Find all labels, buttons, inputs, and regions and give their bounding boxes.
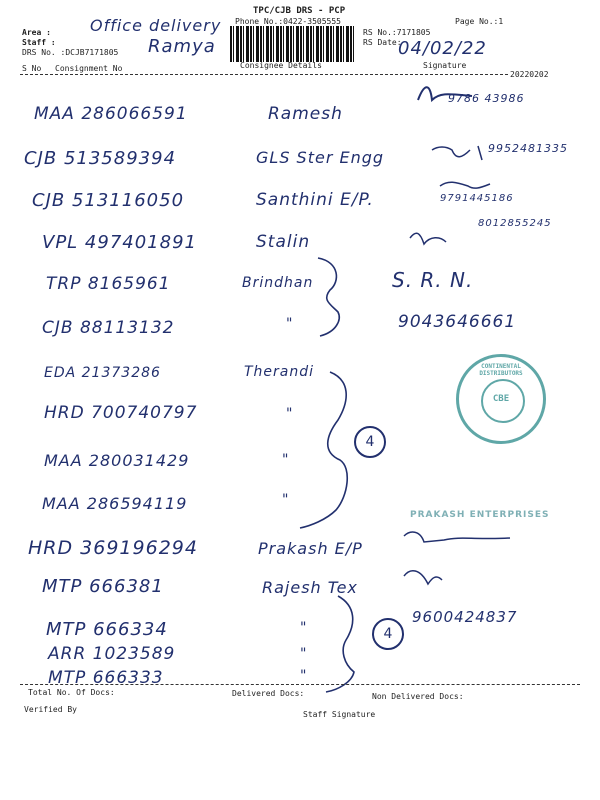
col-consignee: Consignee Details [240,61,322,70]
row-5-consignment: TRP 8165961 [46,274,171,294]
row-5-signature: S. R. N. [392,268,474,292]
rs-date-label: RS Date: [363,38,402,47]
row-2-consignment: CJB 513589394 [24,148,177,169]
header-divider [20,74,508,75]
row-6-signature: 9043646661 [398,312,517,332]
row-12-consignment: MTP 666381 [42,576,164,597]
non-delivered-docs-label: Non Delivered Docs: [372,692,464,701]
group-count-2: 4 [372,618,404,650]
row-2-signature: 9952481335 [488,142,568,155]
row-14-consignment: ARR 1023589 [48,644,176,664]
row-7-consignee: Therandi [244,364,315,380]
rs-date-value: 04/02/22 [398,38,487,59]
row-1-signature: 9786 43986 [448,92,525,105]
row-4-consignee: Stalin [256,232,311,252]
row-13-consignment: MTP 666334 [46,619,168,640]
page-number: Page No.:1 [455,17,504,26]
run-date: 20220202 [510,70,549,79]
drs-number: DRS No. :DCJB7171805 [22,48,119,57]
brace-small [318,258,339,336]
brace-large [300,372,347,528]
row-9-consignment: MAA 280031429 [44,451,190,470]
company-round-stamp [456,354,546,444]
row-15-consignment: MTP 666333 [48,668,164,688]
rajesh-signature [404,571,442,584]
row-15-consignee: " [300,668,308,684]
stamp-center: CBE [492,394,510,404]
row-12-signature: 9600424837 [412,608,518,626]
row-4-consignment: VPL 497401891 [42,232,197,253]
row-8-consignee: " [286,406,294,422]
row-4-signature: 8012855245 [478,218,552,229]
row-1-consignee: Ramesh [268,104,343,124]
row-14-consignee: " [300,646,308,662]
row-11-consignment: HRD 369196294 [28,537,198,559]
row-6-consignment: CJB 88113132 [42,318,175,338]
row-12-consignee: Rajesh Tex [262,578,358,597]
row-6-consignee: " [286,316,294,332]
verified-by-label: Verified By [24,705,77,714]
col-signature: Signature [423,61,467,70]
footer-divider [20,684,580,685]
area-label: Area : [22,28,51,37]
col-consignment: Consignment No [55,64,123,73]
drs-title: TPC/CJB DRS - PCP [253,6,346,16]
group-count-1: 4 [354,426,386,458]
row-3-consignee: Santhini E/P. [256,190,374,210]
area-value: Office delivery [90,16,222,35]
row-8-consignment: HRD 700740797 [44,403,198,423]
row3-signature [440,182,490,188]
row-11-consignee: Prakash E/P [258,539,363,558]
row2-signature [432,146,482,160]
row-3-signature: 9791445186 [440,193,514,204]
company-name-stamp: PRAKASH ENTERPRISES [410,510,550,520]
row-9-consignee: " [282,452,290,468]
brace-bottom [326,596,354,692]
col-sno: S No [22,64,42,73]
prakash-signature [404,532,510,542]
staff-signature-label: Staff Signature [303,710,376,719]
total-docs-label: Total No. Of Docs: [28,688,115,697]
row-5-consignee: Brindhan [242,275,314,291]
delivered-docs-label: Delivered Docs: [232,689,305,698]
barcode [230,26,356,62]
row-10-consignment: MAA 286594119 [42,494,188,513]
row4-signature [410,233,446,244]
row-7-consignment: EDA 21373286 [44,365,161,381]
staff-label: Staff : [22,38,56,47]
rs-number: RS No.:7171805 [363,28,431,37]
row-10-consignee: " [282,492,290,508]
row-2-consignee: GLS Ster Engg [256,148,385,167]
row-13-consignee: " [300,620,308,636]
stamp-text: CONTINENTAL DISTRIBUTORS [479,363,523,377]
phone-number: Phone No.:0422-3505555 [235,17,341,26]
row-1-consignment: MAA 286066591 [34,104,188,124]
row-3-consignment: CJB 513116050 [32,190,185,211]
staff-value: Ramya [148,36,216,57]
